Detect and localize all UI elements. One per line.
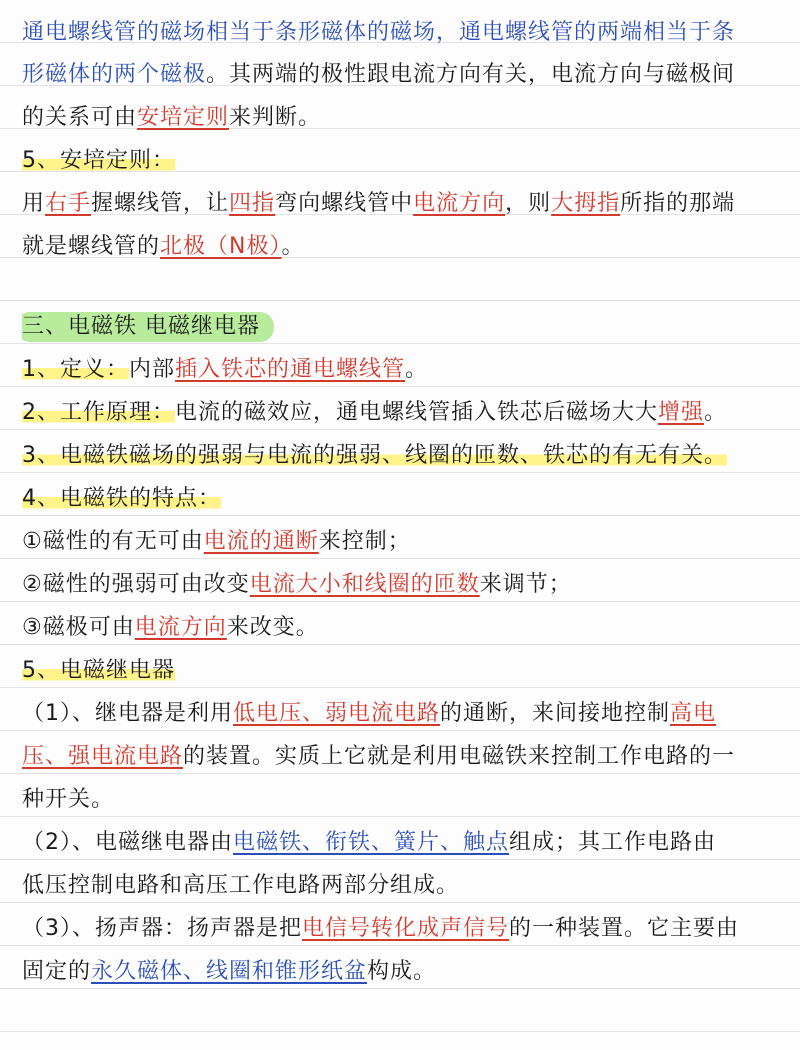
highlight-term: 低电压、弱电流电路 [233,701,441,726]
highlight-term: 压、强电流电路 [22,744,184,769]
highlight-term: 电流的通断 [203,529,319,554]
text-segment: 握螺线管，让 [91,191,230,216]
text-segment: 。 [281,234,305,259]
text-line-1 [22,18,780,48]
highlight-term: 高电 [670,701,717,726]
text-segment: （2）、电磁继电器由 [22,830,233,855]
heading-text: 2、工作原理： [22,400,175,425]
text-segment: ，则 [505,191,552,216]
text-segment: 的一种装置。它主要由 [509,916,740,941]
text-segment: 用 [22,191,46,216]
highlight-term: 电流大小和线圈的匝数 [249,572,480,597]
text-segment: 就是螺线管的 [22,234,161,259]
text-segment: 弯向螺线管中 [275,191,414,216]
highlight-term: 插入铁芯的通电螺线管 [175,357,406,382]
text-segment: 来判断。 [229,105,322,130]
text-segment: 。 [405,357,429,382]
text-segment: 电流的磁效应，通电螺线管插入铁芯后磁场大大 [175,400,659,425]
text-segment: ①磁性的有无可由 [22,529,204,554]
highlight-term: 右手 [45,191,92,216]
text-line-8 [22,355,780,385]
highlight-term: 大拇指 [551,191,621,216]
text-segment: 组成；其工作电路由 [509,830,717,855]
text-line-18 [22,785,780,815]
highlight-term: 电流方向 [413,191,506,216]
text-segment: 通电螺线管的磁场相当于条形磁体的磁场，通电螺线管的两端相当于条 [22,20,736,45]
heading-text: 1、定义： [22,357,129,382]
text-segment: ②磁性的强弱可由改变 [22,572,250,597]
heading-text: 5、安培定则： [22,148,175,173]
highlight-term: 电信号转化成声信号 [302,916,510,941]
text-line-3 [22,103,780,133]
text-segment: 的装置。实质上它就是利用电磁铁来控制工作电路的一 [183,744,736,769]
highlight-term: 安培定则 [137,105,230,130]
text-line-10 [22,441,780,471]
text-segment: 构成。 [367,959,437,984]
text-segment: 的通断，来间接地控制 [440,701,671,726]
text-segment: （1）、继电器是利用 [22,701,233,726]
highlight-term: 电流方向 [134,615,227,640]
text-line-21 [22,914,780,944]
highlight-term: 电磁铁、衔铁、簧片、触点 [233,830,510,855]
text-line-9 [22,398,780,428]
text-segment: ③磁极可由 [22,615,135,640]
text-segment: 内部 [129,357,176,382]
section-heading [22,484,780,514]
text-line-20 [22,871,780,901]
text-segment: 形磁体的两个磁极 [22,62,207,87]
text-line-6 [22,232,780,262]
text-line-14 [22,613,780,643]
text-line-16 [22,699,780,729]
text-segment: 来改变。 [226,615,319,640]
chapter-heading [22,312,780,342]
chapter-title: 三、电磁铁 电磁继电器 [22,312,274,342]
highlight-term: 永久磁体、线圈和锥形纸盆 [91,959,368,984]
text-line-5 [22,189,780,219]
section-heading [22,656,780,686]
text-segment: 来调节； [479,572,572,597]
heading-text: 5、电磁继电器 [22,658,175,683]
text-line-13 [22,570,780,600]
section-heading [22,146,780,176]
text-segment: 。 [704,400,728,425]
highlight-term: 增强 [658,400,705,425]
text-line-19 [22,828,780,858]
text-segment: 种开关。 [22,787,115,812]
text-segment: 所指的那端 [620,191,736,216]
text-segment: 的关系可由 [22,105,138,130]
text-segment: 。其两端的极性跟电流方向有关，电流方向与磁极间 [206,62,736,87]
heading-text: 3、电磁铁磁场的强弱与电流的强弱、线圈的匝数、铁芯的有无有关。 [22,443,727,468]
text-segment: 低压控制电路和高压工作电路两部分组成。 [22,873,460,898]
text-line-22 [22,957,780,987]
text-segment: 来控制； [318,529,411,554]
text-segment: （3）、扬声器：扬声器是把 [22,916,302,941]
highlight-term: 北极（N极） [160,234,282,259]
heading-text: 4、电磁铁的特点： [22,486,221,511]
text-line-12 [22,527,780,557]
highlight-term: 四指 [229,191,276,216]
text-segment: 固定的 [22,959,92,984]
text-line-2 [22,60,780,90]
text-line-17 [22,742,780,772]
